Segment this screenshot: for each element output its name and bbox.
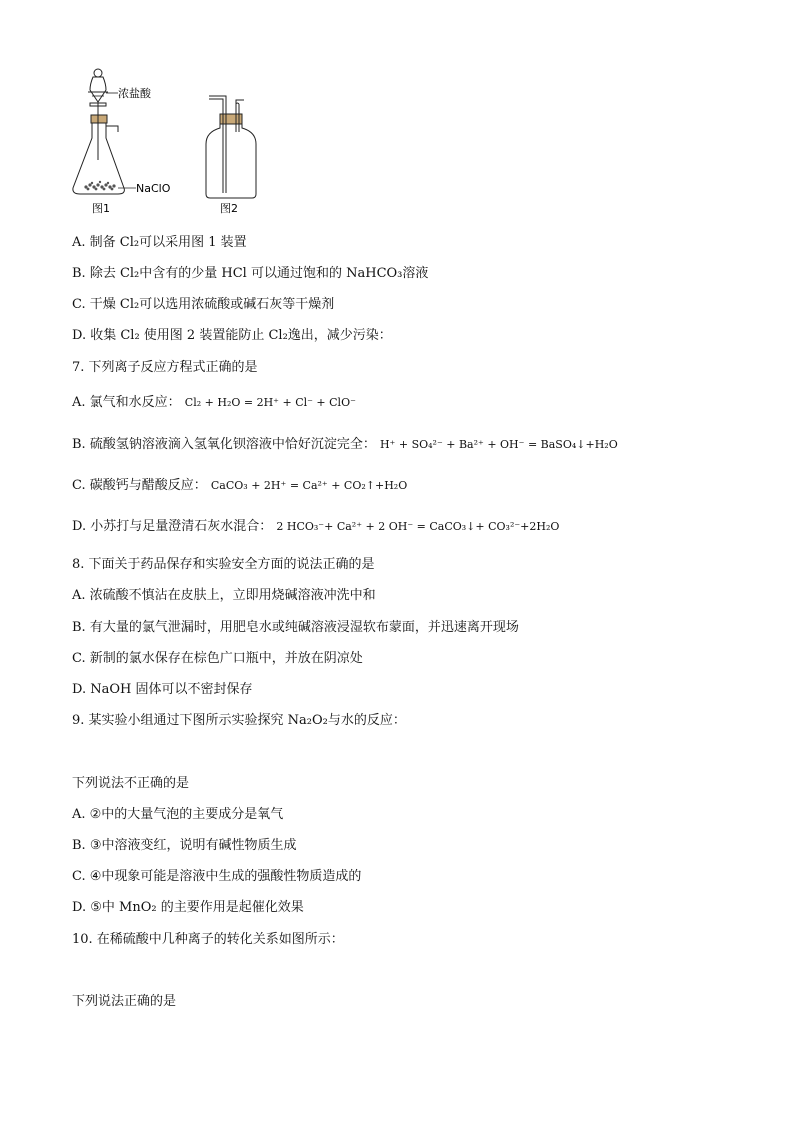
q9-option-d: D. ⑤中 MnO₂ 的主要作用是起催化效果 — [72, 900, 304, 915]
q7-a-equation: Cl₂ + H₂O = 2H⁺ + Cl⁻ + ClO⁻ — [184, 396, 356, 409]
q7-a-label: A. 氯气和水反应： — [72, 395, 181, 410]
q10-subquestion: 下列说法正确的是 — [72, 994, 177, 1009]
q7-b-label: B. 硫酸氢钠溶液滴入氢氧化钡溶液中恰好沉淀完全： — [72, 437, 376, 452]
label-naclo: NaClO — [136, 182, 171, 195]
q8-option-a: A. 浓硫酸不慎沾在皮肤上，立即用烧碱溶液冲洗中和 — [72, 588, 376, 603]
q7-c-equation: CaCO₃ + 2H⁺ = Ca²⁺ + CO₂↑+H₂O — [210, 479, 408, 492]
q6-option-c: C. 干燥 Cl₂可以选用浓硫酸或碱石灰等干燥剂 — [72, 297, 335, 312]
separatory-funnel-icon — [88, 69, 108, 115]
q8-option-d: D. NaOH 固体可以不密封保存 — [72, 682, 253, 697]
q7-d-label: D. 小苏打与足量澄清石灰水混合： — [72, 519, 273, 534]
q9-subquestion: 下列说法不正确的是 — [72, 776, 190, 791]
q8-option-b: B. 有大量的氯气泄漏时，用肥皂水或纯碱溶液浸湿软布蒙面，并迅速离开现场 — [72, 620, 519, 635]
q7-option-d — [72, 518, 559, 536]
q7-option-a — [72, 394, 356, 412]
q7-d-equation: 2 HCO₃⁻+ Ca²⁺ + 2 OH⁻ = CaCO₃↓+ CO₃²⁻+2H₂O — [276, 520, 560, 533]
q10-stem: 10. 在稀硫酸中几种离子的转化关系如图所示： — [72, 932, 344, 947]
q6-option-a: A. 制备 Cl₂可以采用图 1 装置 — [72, 235, 247, 250]
q6-option-b: B. 除去 Cl₂中含有的少量 HCl 可以通过饱和的 NaHCO₃溶液 — [72, 266, 429, 281]
caption-figure-2: 图2 — [220, 202, 238, 215]
conical-flask-icon — [73, 115, 125, 194]
gas-bottle-icon — [206, 96, 256, 198]
q7-option-c — [72, 477, 407, 495]
q9-option-b: B. ③中溶液变红，说明有碱性物质生成 — [72, 838, 297, 853]
q6-option-d: D. 收集 Cl₂ 使用图 2 装置能防止 Cl₂逸出，减少污染： — [72, 328, 392, 343]
q7-b-equation: H⁺ + SO₄²⁻ + Ba²⁺ + OH⁻ = BaSO₄↓+H₂O — [379, 438, 618, 451]
q9-stem: 9. 某实验小组通过下图所示实验探究 Na₂O₂与水的反应： — [72, 713, 406, 728]
q8-option-c: C. 新制的氯水保存在棕色广口瓶中，并放在阴凉处 — [72, 651, 363, 666]
q8-stem: 8. 下面关于药品保存和实验安全方面的说法正确的是 — [72, 557, 375, 572]
caption-figure-1: 图1 — [92, 202, 110, 215]
q7-stem: 7. 下列离子反应方程式正确的是 — [72, 360, 258, 375]
q9-option-a: A. ②中的大量气泡的主要成分是氧气 — [72, 807, 284, 822]
q7-c-label: C. 碳酸钙与醋酸反应： — [72, 478, 207, 493]
q7-option-b — [72, 436, 618, 454]
apparatus-figure — [60, 60, 300, 225]
q9-option-c: C. ④中现象可能是溶液中生成的强酸性物质造成的 — [72, 869, 362, 884]
label-concentrated-hcl: 浓盐酸 — [118, 87, 151, 100]
